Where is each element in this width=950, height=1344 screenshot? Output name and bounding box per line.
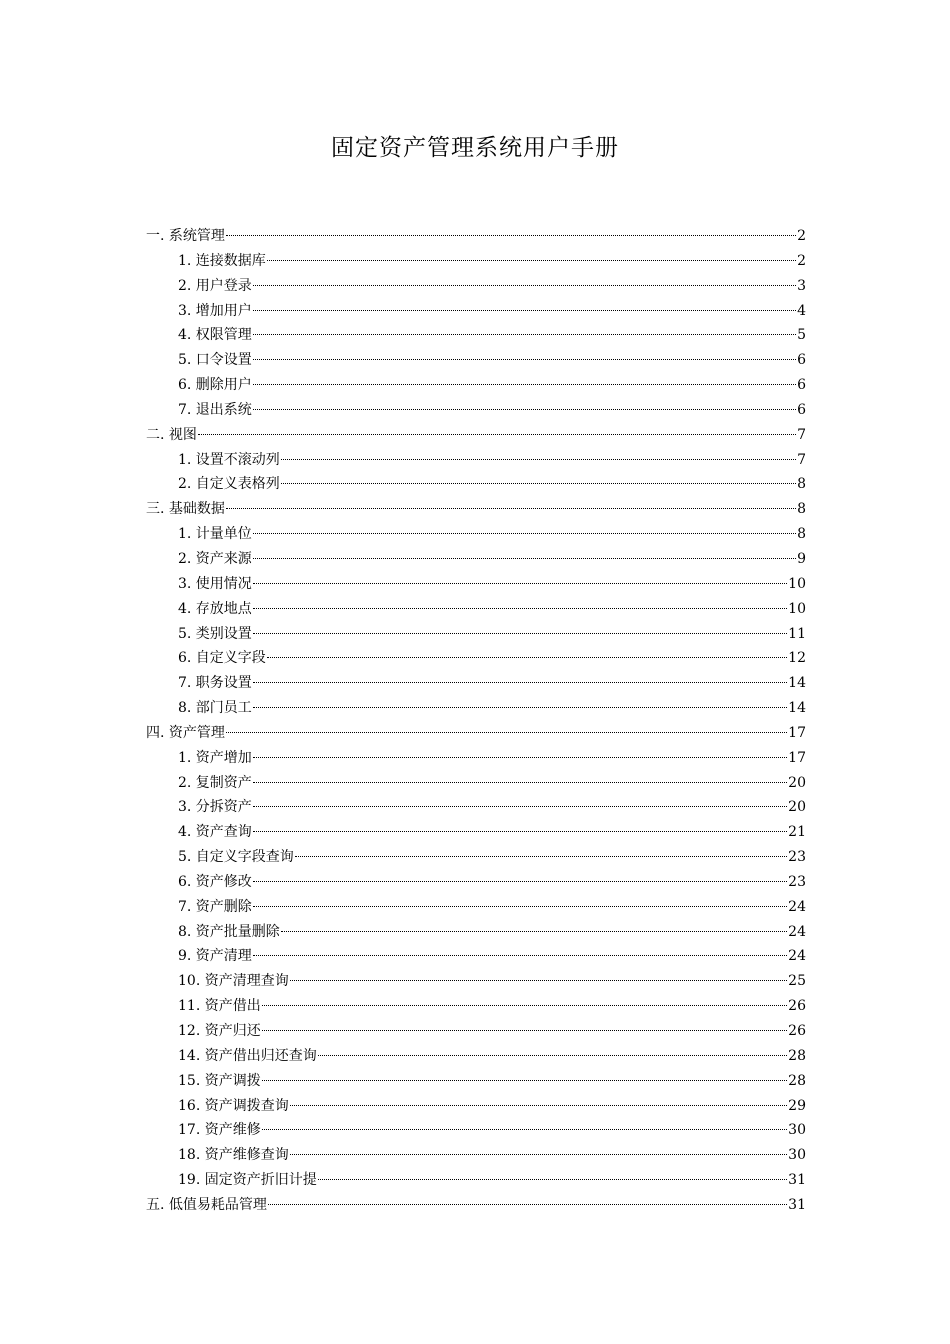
toc-subsection[interactable] — [146, 1118, 806, 1143]
toc-subsection[interactable] — [146, 944, 806, 969]
toc-dot-leader — [253, 905, 787, 907]
toc-dot-leader — [290, 1153, 787, 1155]
toc-entry-label: 3. 使用情况 — [178, 575, 252, 592]
toc-dot-leader — [253, 954, 787, 956]
toc-page-number: 12 — [788, 650, 806, 667]
toc-entry-label: 6. 资产修改 — [178, 873, 252, 890]
toc-dot-leader — [253, 383, 796, 385]
toc-entry-label: 8. 部门员工 — [178, 700, 252, 717]
toc-subsection[interactable] — [146, 597, 806, 622]
toc-page-number: 26 — [788, 998, 806, 1015]
toc-page-number: 5 — [797, 327, 806, 344]
toc-dot-leader — [281, 482, 796, 484]
toc-section[interactable] — [146, 497, 806, 522]
toc-page-number: 2 — [797, 228, 806, 244]
toc-subsection[interactable] — [146, 1044, 806, 1069]
toc-page-number: 24 — [788, 898, 806, 915]
toc-entry-label: 7. 职务设置 — [178, 675, 252, 692]
toc-section[interactable] — [146, 423, 806, 448]
toc-page-number: 6 — [797, 352, 806, 369]
toc-dot-leader — [253, 557, 796, 559]
toc-entry-label: 3. 分拆资产 — [178, 799, 252, 816]
toc-subsection[interactable] — [146, 299, 806, 324]
toc-subsection[interactable] — [146, 547, 806, 572]
table-of-contents — [146, 224, 806, 1218]
toc-page-number: 11 — [788, 625, 806, 642]
toc-page-number: 17 — [788, 724, 806, 741]
toc-subsection[interactable] — [146, 746, 806, 771]
toc-page-number: 30 — [788, 1147, 806, 1164]
toc-section[interactable] — [146, 1193, 806, 1218]
toc-subsection[interactable] — [146, 522, 806, 547]
toc-subsection[interactable] — [146, 771, 806, 796]
toc-subsection[interactable] — [146, 1094, 806, 1119]
toc-entry-label: 1. 资产增加 — [178, 749, 252, 766]
toc-subsection[interactable] — [146, 572, 806, 597]
toc-entry-label: 7. 退出系统 — [178, 401, 252, 418]
toc-entry-label: 4. 存放地点 — [178, 600, 252, 617]
toc-subsection[interactable] — [146, 622, 806, 647]
toc-subsection[interactable] — [146, 820, 806, 845]
toc-entry-label: 17. 资产维修 — [178, 1122, 261, 1139]
toc-dot-leader — [318, 1178, 787, 1180]
toc-dot-leader — [253, 681, 787, 683]
toc-subsection[interactable] — [146, 870, 806, 895]
toc-dot-leader — [253, 358, 796, 360]
toc-entry-label: 10. 资产清理查询 — [178, 973, 289, 990]
toc-dot-leader — [267, 656, 787, 658]
toc-subsection[interactable] — [146, 920, 806, 945]
toc-entry-label: 一. 系统管理 — [146, 228, 225, 244]
toc-entry-label: 3. 增加用户 — [178, 302, 252, 319]
toc-entry-label: 1. 连接数据库 — [178, 252, 266, 269]
toc-page-number: 24 — [788, 948, 806, 965]
toc-page-number: 25 — [788, 973, 806, 990]
toc-page-number: 2 — [797, 252, 806, 269]
toc-entry-label: 14. 资产借出归还查询 — [178, 1047, 317, 1064]
toc-entry-label: 7. 资产删除 — [178, 898, 252, 915]
toc-page-number: 21 — [788, 824, 806, 841]
toc-page-number: 29 — [788, 1097, 806, 1114]
toc-page-number: 23 — [788, 873, 806, 890]
toc-dot-leader — [226, 731, 787, 733]
toc-subsection[interactable] — [146, 994, 806, 1019]
toc-dot-leader — [281, 458, 796, 460]
toc-dot-leader — [253, 756, 787, 758]
toc-entry-label: 5. 口令设置 — [178, 352, 252, 369]
toc-entry-label: 二. 视图 — [146, 426, 197, 443]
toc-page-number: 10 — [788, 575, 806, 592]
toc-subsection[interactable] — [146, 274, 806, 299]
toc-dot-leader — [262, 1128, 787, 1130]
toc-subsection[interactable] — [146, 1019, 806, 1044]
toc-subsection[interactable] — [146, 1069, 806, 1094]
toc-dot-leader — [253, 607, 787, 609]
toc-subsection[interactable] — [146, 696, 806, 721]
toc-page-number: 8 — [797, 476, 806, 493]
toc-dot-leader — [267, 259, 796, 261]
toc-entry-label: 19. 固定资产折旧计提 — [178, 1172, 317, 1189]
toc-entry-label: 四. 资产管理 — [146, 724, 225, 741]
toc-dot-leader — [253, 880, 787, 882]
toc-entry-label: 4. 资产查询 — [178, 824, 252, 841]
toc-entry-label: 6. 删除用户 — [178, 377, 252, 394]
toc-page-number: 6 — [797, 377, 806, 394]
toc-dot-leader — [253, 408, 796, 410]
toc-entry-label: 5. 自定义字段查询 — [178, 849, 294, 866]
toc-dot-leader — [290, 1104, 787, 1106]
toc-page-number: 31 — [788, 1172, 806, 1189]
toc-dot-leader — [253, 830, 787, 832]
toc-subsection[interactable] — [146, 646, 806, 671]
toc-page-number: 20 — [788, 774, 806, 791]
toc-page-number: 17 — [788, 749, 806, 766]
toc-subsection[interactable] — [146, 373, 806, 398]
toc-subsection[interactable] — [146, 845, 806, 870]
toc-entry-label: 8. 资产批量删除 — [178, 923, 280, 940]
toc-entry-label: 15. 资产调拨 — [178, 1072, 261, 1089]
toc-entry-label: 6. 自定义字段 — [178, 650, 266, 667]
toc-dot-leader — [253, 706, 787, 708]
toc-entry-label: 18. 资产维修查询 — [178, 1147, 289, 1164]
toc-subsection[interactable] — [146, 323, 806, 348]
toc-dot-leader — [281, 930, 787, 932]
toc-dot-leader — [198, 433, 796, 435]
toc-subsection[interactable] — [146, 671, 806, 696]
toc-subsection[interactable] — [146, 1168, 806, 1193]
toc-page-number: 14 — [788, 700, 806, 717]
toc-section[interactable] — [146, 721, 806, 746]
toc-dot-leader — [253, 532, 796, 534]
toc-page-number: 30 — [788, 1122, 806, 1139]
toc-entry-label: 4. 权限管理 — [178, 327, 252, 344]
toc-page-number: 7 — [797, 426, 806, 443]
toc-dot-leader — [226, 507, 796, 509]
page-title: 固定资产管理系统用户手册 — [331, 135, 619, 161]
toc-page-number: 7 — [797, 451, 806, 468]
toc-page-number: 24 — [788, 923, 806, 940]
toc-entry-label: 2. 资产来源 — [178, 550, 252, 567]
toc-page-number: 26 — [788, 1023, 806, 1039]
toc-dot-leader — [268, 1203, 787, 1205]
toc-page-number: 28 — [788, 1047, 806, 1064]
toc-entry-label: 三. 基础数据 — [146, 501, 225, 518]
toc-dot-leader — [253, 582, 787, 584]
toc-dot-leader — [295, 855, 787, 857]
toc-entry-label: 1. 设置不滚动列 — [178, 451, 280, 468]
toc-subsection[interactable] — [146, 249, 806, 274]
toc-subsection[interactable] — [146, 795, 806, 820]
toc-entry-label: 1. 计量单位 — [178, 526, 252, 543]
toc-subsection[interactable] — [146, 1143, 806, 1168]
toc-page-number: 10 — [788, 600, 806, 617]
toc-dot-leader — [253, 632, 787, 634]
toc-section[interactable] — [146, 224, 806, 249]
toc-dot-leader — [262, 1079, 787, 1081]
toc-dot-leader — [253, 284, 796, 286]
toc-page-number: 3 — [797, 277, 806, 294]
toc-dot-leader — [226, 234, 796, 236]
toc-dot-leader — [253, 781, 787, 783]
toc-entry-label: 12. 资产归还 — [178, 1023, 261, 1039]
toc-subsection[interactable] — [146, 448, 806, 473]
toc-dot-leader — [318, 1054, 787, 1056]
toc-page-number: 14 — [788, 675, 806, 692]
toc-page-number: 4 — [797, 302, 806, 319]
toc-page-number: 9 — [797, 550, 806, 567]
toc-subsection[interactable] — [146, 969, 806, 994]
toc-entry-label: 11. 资产借出 — [178, 998, 261, 1015]
toc-page-number: 20 — [788, 799, 806, 816]
toc-subsection[interactable] — [146, 895, 806, 920]
toc-entry-label: 2. 自定义表格列 — [178, 476, 280, 493]
toc-dot-leader — [290, 979, 787, 981]
toc-dot-leader — [262, 1029, 787, 1031]
toc-page-number: 8 — [797, 526, 806, 543]
toc-entry-label: 五. 低值易耗品管理 — [146, 1196, 267, 1213]
toc-subsection[interactable] — [146, 398, 806, 423]
toc-page-number: 28 — [788, 1072, 806, 1089]
toc-entry-label: 2. 用户登录 — [178, 277, 252, 294]
toc-page-number: 31 — [788, 1196, 806, 1213]
toc-entry-label: 16. 资产调拨查询 — [178, 1097, 289, 1114]
toc-page-number: 6 — [797, 401, 806, 418]
toc-entry-label: 2. 复制资产 — [178, 774, 252, 791]
toc-dot-leader — [253, 805, 787, 807]
toc-subsection[interactable] — [146, 348, 806, 373]
toc-entry-label: 5. 类别设置 — [178, 625, 252, 642]
toc-entry-label: 9. 资产清理 — [178, 948, 252, 965]
toc-page-number: 23 — [788, 849, 806, 866]
toc-page-number: 8 — [797, 501, 806, 518]
toc-subsection[interactable] — [146, 472, 806, 497]
toc-dot-leader — [262, 1004, 787, 1006]
toc-dot-leader — [253, 309, 796, 311]
toc-dot-leader — [253, 333, 796, 335]
